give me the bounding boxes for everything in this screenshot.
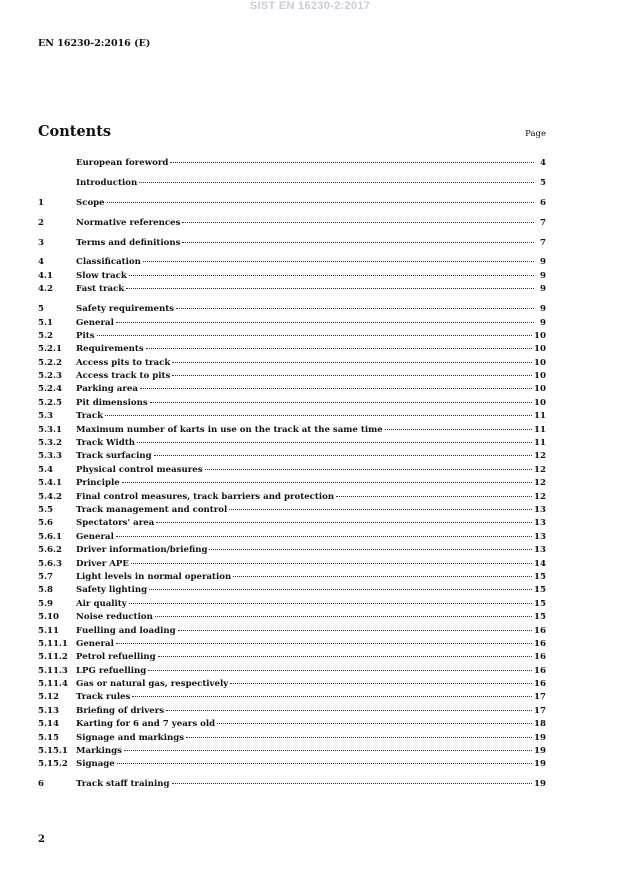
dot-leader: [336, 496, 532, 497]
toc-entry-page: 14: [534, 558, 546, 569]
toc-entry-page: 12: [534, 464, 546, 475]
toc-entry-number: 5.6.1: [38, 531, 62, 542]
toc-entry-number: 5.9: [38, 598, 53, 609]
toc-entry[interactable]: [38, 778, 546, 791]
dot-leader: [172, 783, 532, 784]
toc-entry[interactable]: [38, 718, 546, 731]
toc-entry-number: 5.15.2: [38, 759, 68, 770]
toc-entry[interactable]: [38, 424, 546, 437]
toc-entry-title: Markings: [76, 746, 122, 757]
toc-entry-page: 16: [534, 652, 546, 663]
toc-entry[interactable]: [38, 651, 546, 664]
toc-entry-number: 5.12: [38, 692, 59, 703]
toc-entry-page: 13: [534, 518, 546, 529]
toc-entry-title: Physical control measures: [76, 464, 203, 475]
toc-entry-page: 16: [534, 625, 546, 636]
dot-leader: [107, 202, 534, 203]
toc-entry[interactable]: [38, 256, 546, 269]
toc-entry-number: 5: [38, 304, 44, 315]
dot-leader: [217, 723, 532, 724]
toc-entry-number: 5.7: [38, 571, 53, 582]
toc-entry-page: 13: [534, 504, 546, 515]
toc-entry-title: Fuelling and loading: [76, 625, 176, 636]
toc-entry[interactable]: [38, 397, 546, 410]
toc-entry[interactable]: [38, 598, 546, 611]
toc-entry[interactable]: [38, 678, 546, 691]
toc-entry-title: Maximum number of karts in use on the track at the same time: [76, 424, 383, 435]
toc-entry-number: 5.2: [38, 330, 53, 341]
toc-entry-title: Requirements: [76, 344, 144, 355]
toc-entry-title: Slow track: [76, 270, 127, 281]
toc-entry-number: 5.2.4: [38, 384, 62, 395]
toc-entry-page: 10: [534, 357, 546, 368]
toc-entry[interactable]: [38, 330, 546, 343]
toc-entry[interactable]: [38, 558, 546, 571]
toc-entry-number: 5.15.1: [38, 746, 68, 757]
toc-entry-number: 5.11: [38, 625, 59, 636]
toc-entry[interactable]: [38, 157, 546, 170]
toc-entry-title: Scope: [76, 197, 105, 208]
dot-leader: [170, 162, 534, 163]
toc-entry-title: General: [76, 638, 114, 649]
toc-entry[interactable]: [38, 758, 546, 771]
dot-leader: [155, 616, 532, 617]
toc-entry-page: 9: [540, 304, 546, 315]
toc-entry-page: 17: [534, 692, 546, 703]
toc-entry-page: 16: [534, 638, 546, 649]
toc-entry[interactable]: [38, 270, 546, 283]
toc-entry[interactable]: [38, 177, 546, 190]
dot-leader: [182, 222, 534, 223]
toc-entry-page: 9: [540, 257, 546, 268]
toc-entry-number: 5.4.2: [38, 491, 62, 502]
toc-entry-title: Terms and definitions: [76, 237, 181, 248]
toc-entry[interactable]: [38, 283, 546, 296]
toc-entry-title: European foreword: [76, 158, 169, 168]
toc-entry-page: 19: [534, 759, 546, 770]
toc-entry-number: 5.13: [38, 705, 59, 716]
toc-entry-title: Track Width: [76, 438, 136, 449]
toc-entry-page: 17: [534, 705, 546, 716]
toc-entry-page: 12: [534, 491, 546, 502]
toc-entry-page: 16: [534, 679, 546, 690]
dot-leader: [117, 763, 532, 764]
dot-leader: [149, 589, 532, 590]
toc-entry[interactable]: [38, 584, 546, 597]
toc-entry-page: 10: [534, 384, 546, 395]
dot-leader: [132, 696, 532, 697]
toc-entry-title: Noise reduction: [76, 612, 153, 623]
toc-entry[interactable]: [38, 504, 546, 517]
toc-entry-page: 11: [534, 424, 546, 435]
dot-leader: [156, 522, 532, 523]
toc-entry-page: 19: [534, 779, 546, 790]
contents-title: Contents: [38, 123, 112, 140]
toc-entry-title: Driver APE: [76, 558, 129, 569]
toc-entry-page: 9: [540, 284, 546, 295]
toc-entry-page: 10: [534, 344, 546, 355]
toc-entry-number: 5.2.1: [38, 344, 62, 355]
dot-leader: [233, 576, 532, 577]
dot-leader: [140, 388, 532, 389]
toc-entry-title: Gas or natural gas, respectively: [76, 679, 229, 690]
toc-entry-page: 18: [534, 719, 546, 730]
toc-entry-number: 5.6.3: [38, 558, 62, 569]
toc-entry-number: 5.14: [38, 719, 59, 730]
toc-entry-title: Briefing of drivers: [76, 705, 165, 716]
dot-leader: [205, 469, 532, 470]
toc-entry-title: Karting for 6 and 7 years old: [76, 719, 216, 730]
toc-entry-title: Safety lighting: [76, 585, 148, 596]
toc-entry-title: Track rules: [76, 692, 131, 703]
toc-entry-title: Introduction: [76, 177, 138, 188]
toc-entry-number: 5.11.2: [38, 652, 68, 663]
toc-entry[interactable]: [38, 625, 546, 638]
toc-entry-title: Parking area: [76, 384, 138, 395]
toc-entry-number: 5.10: [38, 612, 59, 623]
page-column-label: Page: [525, 129, 546, 139]
dot-leader: [178, 630, 532, 631]
toc-entry[interactable]: [38, 410, 546, 423]
toc-entry-number: 5.15: [38, 732, 59, 743]
toc-entry-page: 15: [534, 598, 546, 609]
toc-entry-title: Light levels in normal operation: [76, 571, 232, 582]
dot-leader: [116, 536, 532, 537]
toc-entry-title: Safety requirements: [76, 304, 175, 315]
dot-leader: [129, 603, 532, 604]
toc-entry-page: 4: [540, 158, 546, 168]
toc-entry-number: 5.3.2: [38, 438, 62, 449]
toc-entry-title: LPG refuelling: [76, 665, 147, 676]
toc-entry[interactable]: [38, 745, 546, 758]
toc-entry[interactable]: [38, 477, 546, 490]
dot-leader: [148, 670, 532, 671]
dot-leader: [209, 549, 532, 550]
dot-leader: [158, 656, 532, 657]
toc-entry-page: 11: [534, 438, 546, 449]
toc-entry-number: 6: [38, 779, 44, 790]
toc-entry-title: Final control measures, track barriers and protection: [76, 491, 335, 502]
toc-entry-number: 5.1: [38, 317, 53, 328]
toc-entry[interactable]: [38, 611, 546, 624]
dot-leader: [230, 683, 532, 684]
toc-entry-title: Petrol refuelling: [76, 652, 156, 663]
toc-entry[interactable]: [38, 491, 546, 504]
dot-leader: [229, 509, 532, 510]
dot-leader: [124, 750, 532, 751]
toc-entry-page: 10: [534, 330, 546, 341]
toc-entry-number: 5.4: [38, 464, 53, 475]
toc-entry-title: Access pits to track: [76, 357, 171, 368]
toc-entry[interactable]: [38, 450, 546, 463]
toc-entry-title: Spectators' area: [76, 518, 155, 529]
dot-leader: [176, 308, 534, 309]
dot-leader: [182, 242, 534, 243]
toc-entry[interactable]: [38, 638, 546, 651]
toc-entry-number: 5.3: [38, 411, 53, 422]
dot-leader: [154, 455, 532, 456]
toc-entry-number: 5.11.4: [38, 679, 68, 690]
toc-entry[interactable]: [38, 517, 546, 530]
dot-leader: [126, 288, 534, 289]
toc-entry-title: Air quality: [76, 598, 127, 609]
toc-entry-page: 15: [534, 571, 546, 582]
toc-entry-page: 9: [540, 317, 546, 328]
toc-entry-number: 5.6: [38, 518, 53, 529]
toc-entry-page: 9: [540, 270, 546, 281]
toc-entry-number: 5.4.1: [38, 478, 62, 489]
toc-entry-page: 12: [534, 478, 546, 489]
toc-entry-page: 15: [534, 612, 546, 623]
dot-leader: [139, 182, 534, 183]
toc-entry-number: 5.3.3: [38, 451, 62, 462]
toc-entry-title: Track management and control: [76, 504, 228, 515]
dot-leader: [150, 402, 532, 403]
toc-entry-number: 2: [38, 217, 44, 228]
toc-entry-page: 19: [534, 732, 546, 743]
toc-entry[interactable]: [38, 544, 546, 557]
toc-entry-number: 5.11.3: [38, 665, 68, 676]
toc-entry-page: 10: [534, 371, 546, 382]
toc-entry[interactable]: [38, 357, 546, 370]
dot-leader: [166, 710, 532, 711]
toc-entry-page: 13: [534, 545, 546, 556]
toc-entry-number: 3: [38, 237, 44, 248]
toc-entry-title: Access track to pits: [76, 371, 171, 382]
dot-leader: [172, 362, 532, 363]
dot-leader: [122, 482, 532, 483]
dot-leader: [129, 275, 534, 276]
toc-entry-page: 12: [534, 451, 546, 462]
page-number: 2: [38, 834, 45, 845]
dot-leader: [146, 348, 532, 349]
toc-entry[interactable]: [38, 437, 546, 450]
toc-entry-title: Driver information/briefing: [76, 545, 208, 556]
toc-entry-number: 5.5: [38, 504, 53, 515]
toc-entry-title: Signage: [76, 759, 115, 770]
toc-entry[interactable]: [38, 317, 546, 330]
toc-entry-title: Track staff training: [76, 779, 170, 790]
dot-leader: [172, 375, 532, 376]
toc-entry-page: 13: [534, 531, 546, 542]
toc-entry[interactable]: [38, 237, 546, 250]
toc-entry[interactable]: [38, 303, 546, 316]
toc-entry-page: 10: [534, 397, 546, 408]
toc-entry-page: 5: [540, 177, 546, 188]
toc-entry-page: 7: [540, 217, 546, 228]
toc-entry-number: 5.3.1: [38, 424, 62, 435]
toc-entry-title: Classification: [76, 257, 141, 268]
toc-entry-number: 5.2.2: [38, 357, 62, 368]
dot-leader: [137, 442, 532, 443]
toc-entry[interactable]: [38, 732, 546, 745]
toc-entry[interactable]: [38, 691, 546, 704]
toc-entry-number: 5.6.2: [38, 545, 62, 556]
toc-entry-page: 11: [534, 411, 546, 422]
toc-entry[interactable]: [38, 705, 546, 718]
dot-leader: [105, 415, 532, 416]
toc-entry-title: General: [76, 317, 114, 328]
toc-entry-title: Pits: [76, 330, 95, 341]
toc-entry-number: 4.1: [38, 270, 53, 281]
toc-entry-title: Track surfacing: [76, 451, 152, 462]
toc-entry[interactable]: [38, 531, 546, 544]
toc-entry[interactable]: [38, 464, 546, 477]
dot-leader: [116, 643, 532, 644]
dot-leader: [143, 261, 534, 262]
dot-leader: [97, 335, 532, 336]
toc-entry-number: 5.11.1: [38, 638, 68, 649]
toc-entry-number: 4.2: [38, 284, 53, 295]
toc-entry-title: Pit dimensions: [76, 397, 148, 408]
toc-entry-page: 16: [534, 665, 546, 676]
standard-code: EN 16230-2:2016 (E): [38, 38, 151, 49]
dot-leader: [186, 737, 532, 738]
dot-leader: [131, 563, 532, 564]
toc-entry[interactable]: [38, 665, 546, 678]
toc-entry-number: 5.2.3: [38, 371, 62, 382]
toc-entry-page: 19: [534, 746, 546, 757]
toc-entry-number: 5.8: [38, 585, 53, 596]
table-of-contents: [38, 157, 546, 792]
toc-entry-number: 5.2.5: [38, 397, 62, 408]
toc-entry[interactable]: [38, 217, 546, 230]
toc-entry[interactable]: [38, 383, 546, 396]
toc-entry-title: Normative references: [76, 217, 181, 228]
dot-leader: [116, 322, 534, 323]
toc-entry[interactable]: [38, 197, 546, 210]
toc-entry[interactable]: [38, 343, 546, 356]
toc-entry-number: 1: [38, 197, 44, 208]
toc-entry[interactable]: [38, 571, 546, 584]
toc-entry-page: 6: [540, 197, 546, 208]
toc-entry-title: Fast track: [76, 284, 125, 295]
toc-entry[interactable]: [38, 370, 546, 383]
toc-entry-title: Track: [76, 411, 104, 422]
toc-entry-page: 15: [534, 585, 546, 596]
toc-entry-page: 7: [540, 237, 546, 248]
watermark: SIST EN 16230-2:2017: [249, 0, 371, 12]
toc-entry-title: Signage and markings: [76, 732, 185, 743]
toc-entry-title: Principle: [76, 478, 120, 489]
dot-leader: [385, 429, 532, 430]
toc-entry-number: 4: [38, 257, 44, 268]
toc-entry-title: General: [76, 531, 114, 542]
